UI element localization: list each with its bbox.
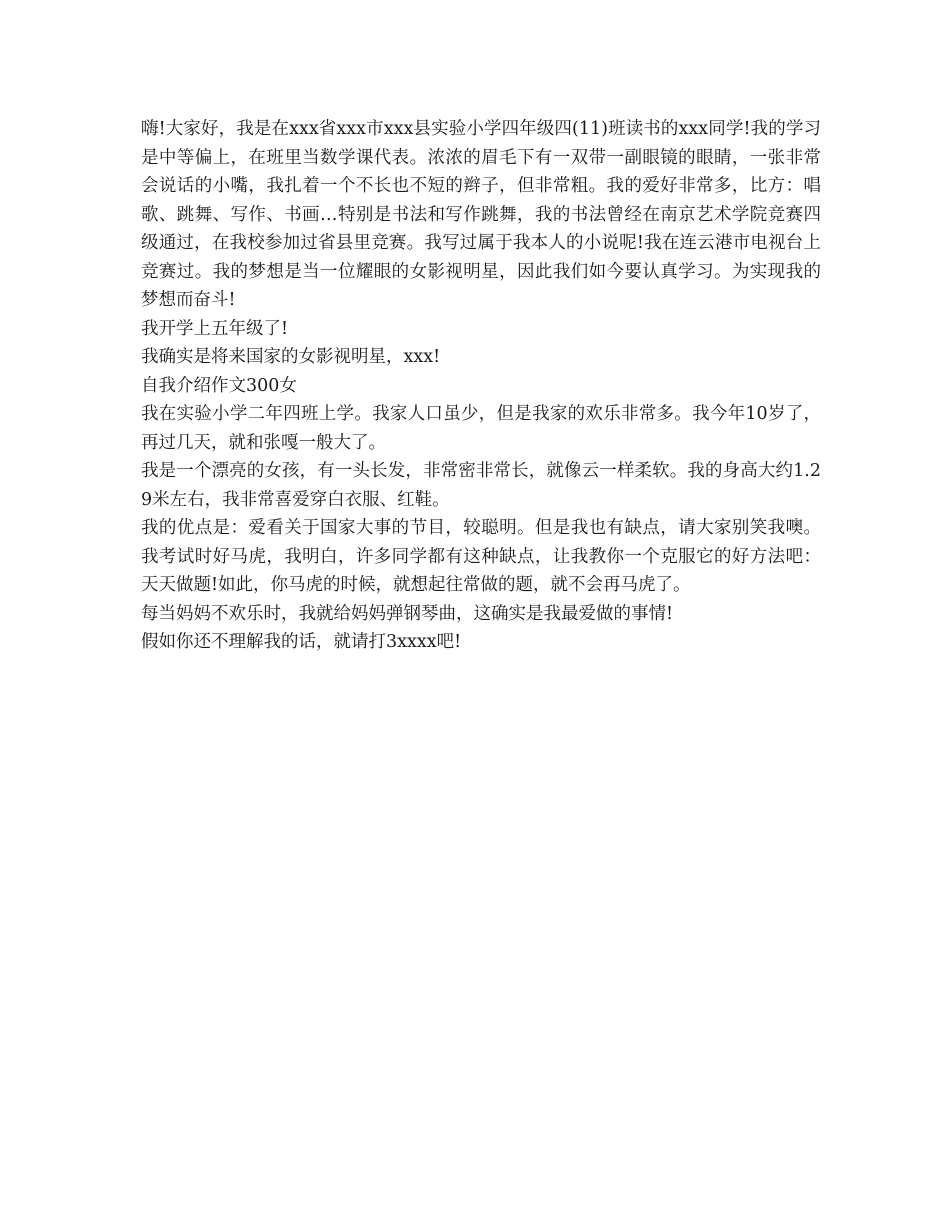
document-body <box>141 115 821 657</box>
section-title: 自我介绍作文300女 <box>141 375 297 396</box>
paragraph-appearance: 我是一个漂亮的女孩，有一头长发，非常密非常长，就像云一样柔软。我的身高大约1.29米左右，我非常喜爱穿白衣服、红鞋。 <box>141 461 821 510</box>
paragraph-future-star: 我确实是将来国家的女影视明星，xxx! <box>141 347 441 367</box>
paragraph-school: 我在实验小学二年四班上学。我家人口虽少，但是我家的欢乐非常多。我今年10岁了，再过几天，就和张嘎一般大了。 <box>141 404 821 453</box>
paragraph-closing: 假如你还不理解我的话，就请打3xxxx吧! <box>141 632 462 652</box>
paragraph-piano: 每当妈妈不欢乐时，我就给妈妈弹钢琴曲，这确实是我最爱做的事情! <box>141 603 674 624</box>
paragraph-fifth-grade: 我开学上五年级了! <box>141 318 289 339</box>
paragraph-strengths: 我的优点是：爱看关于国家大事的节目，较聪明。但是我也有缺点，请大家别笑我噢。我考试时好马虎，我明白，许多同学都有这种缺点，让我教你一个克服它的好方法吧：天天做题!如此，你马虎的时候，就想起往常做的题，就不会再马虎了。 <box>141 518 821 595</box>
paragraph-intro: 嗨!大家好，我是在xxx省xxx市xxx县实验小学四年级四(11)班读书的xxx同学!我的学习是中等偏上，在班里当数学课代表。浓浓的眉毛下有一双带一副眼镜的眼睛，一张非常会说话的小嘴，我扎着一个不长也不短的辫子，但非常粗。我的爱好非常多，比方：唱歌、跳舞、写作、书画…特别是书法和写作跳舞，我的书法曾经在南京艺术学院竞赛四级通过，在我校参加过省县里竞赛。我写过属于我本人的小说呢!我在连云港市电视台上竞赛过。我的梦想是当一位耀眼的女影视明星，因此我们如今要认真学习。为实现我的梦想而奋斗! <box>141 119 821 310</box>
